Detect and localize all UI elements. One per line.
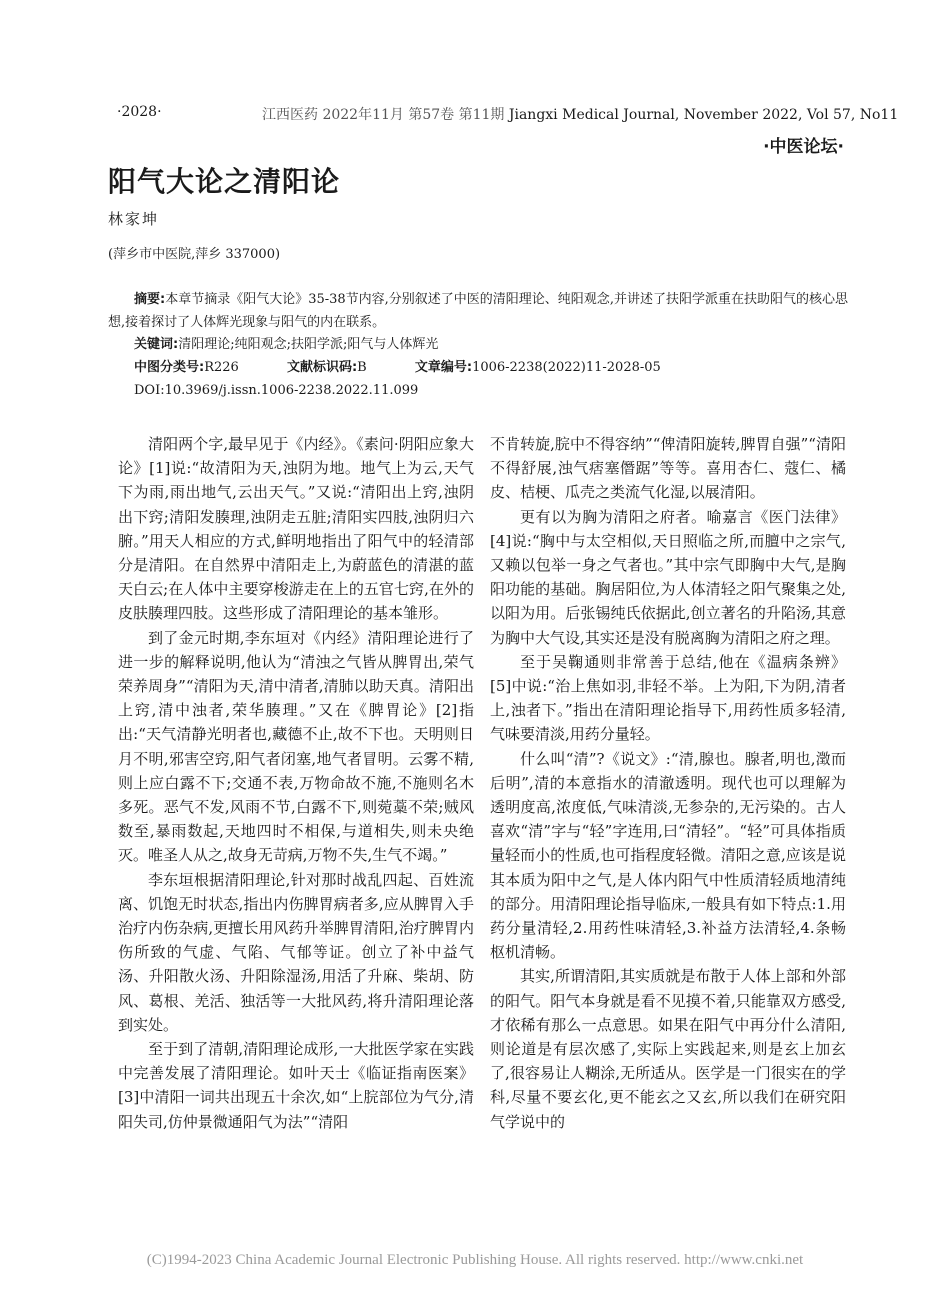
paragraph: 什么叫“清”?《说文》:“清,腺也。腺者,明也,澂而后明”,清的本意指水的清澈透明。现代也可以理解为透明度高,浓度低,气味清淡,无参杂的,无污染的。古人喜欢“清”字与“轻”字连用,曰“清轻”。“轻”可具体指质量轻而小的性质,也可指程度轻微。清阳之意,应该是说其本质为阳中之气,是人体内阳气中性质清轻质地清纯的部分。用清阳理论指导临床,一般具有如下特点:1.用药分量清轻,2.用药性味清轻,3.补益方法清轻,4.条畅枢机清畅。 [490,749,846,962]
paragraph: 至于吴鞠通则非常善于总结,他在《温病条辨》[5]中说:“治上焦如羽,非轻不举。上为阳,下为阴,清者上,浊者下。”指出在清阳理论指导下,用药性质多轻清,气味要清淡,用药分量轻。 [490,652,846,744]
journal-header-en: Jiangxi Medical Journal, November 2022, Vol 57, No11 [508,107,899,123]
keywords-label: 关键词: [134,337,179,352]
copyright-footer: (C)1994-2023 China Academic Journal Electronic Publishing House. All rights reserved. http://www.cnki.net [146,1252,804,1268]
journal-header [262,104,899,124]
clc-label: 中图分类号: [134,360,205,375]
paragraph: 到了金元时期,李东垣对《内经》清阳理论进行了进一步的解释说明,他认为“清浊之气皆从脾胃出,荣气荣养周身”“清阳为天,清中清者,清肺以助天真。清阳出上窍,清中浊者,荣华腠理。”又在《脾胃论》[2]指出:“天气清静光明者也,藏德不止,故不下也。天明则日月不明,邪害空窍,阳气者闭塞,地气者冒明。云雾不精,则上应白露不下;交通不表,万物命故不施,不施则名木多死。恶气不发,风雨不节,白露不下,则菀藁不荣;贼风数至,暴雨数起,天地四时不相保,与道相失,则未央绝灭。唯圣人从之,故身无苛病,万物不失,生气不竭。” [118,628,474,865]
journal-header-cn: 江西医药 2022年11月 第57卷 第11期 [262,107,509,123]
paragraph: 至于到了清朝,清阳理论成形,一大批医学家在实践中完善发展了清阳理论。如叶天士《临证指南医案》[3]中清阳一词共出现五十余次,如“上脘部位为气分,清阳失司,仿仲景微通阳气为法”“清阳 [118,1040,474,1131]
keywords [108,333,874,356]
author-affiliation: (萍乡市中医院,萍乡 337000) [108,247,281,262]
doi: DOI:10.3969/j.issn.1006-2238.2022.11.099 [134,383,419,398]
page-number: ·2028· [117,104,162,120]
paragraph: 不肯转旋,脘中不得容纳”“俾清阳旋转,脾胃自强”“清阳不得舒展,浊气痞塞僭踞”等等。喜用杏仁、蔻仁、橘皮、桔梗、瓜壳之类流气化湿,以展清阳。 [490,435,846,502]
article-number-label: 文章编号: [414,360,473,375]
body-column-left [118,432,474,1134]
article-title: 阳气大论之清阳论 [108,165,341,198]
abstract [108,288,848,334]
body-column-right [490,432,846,1134]
keywords-text: 清阳理论;纯阳观念;扶阳学派;阳气与人体辉光 [178,337,439,352]
paragraph: 其实,所谓清阳,其实质就是布散于人体上部和外部的阳气。阳气本身就是看不见摸不着,只能靠双方感受,才依稀有那么一点意思。如果在阳气中再分什么清阳,则论道是有层次感了,实际上实践起来,则是玄上加玄了,很容易让人糊涂,无所适从。医学是一门很实在的学科,尽量不要玄化,更不能玄之又玄,所以我们在研究阳气学说中的 [490,967,846,1131]
article-number-value: 1006-2238(2022)11-2028-05 [472,360,661,375]
paragraph: 李东垣根据清阳理论,针对那时战乱四起、百姓流离、饥饱无时状态,指出内伤脾胃病者多,应从脾胃入手治疗内伤杂病,更擅长用风药升举脾胃清阳,治疗脾胃内伤所致的气虚、气陷、气郁等证。创立了补中益气汤、升阳散火汤、升阳除湿汤,用活了升麻、柴胡、防风、葛根、羌活、独活等一大批风药,将升清阳理论落到实处。 [118,870,474,1034]
abstract-label: 摘要: [134,292,166,307]
clc-value: R226 [204,360,239,375]
paragraph: 清阳两个字,最早见于《内经》。《素问·阴阳应象大论》[1]说:“故清阳为天,浊阴为地。地气上为云,天气下为雨,雨出地气,云出天气。”又说:“清阳出上窍,浊阴出下窍;清阳发腠理,浊阴走五脏;清阳实四肢,浊阴归六腑。”用天人相应的方式,鲜明地指出了阳气中的轻清部分是清阳。在自然界中清阳走上,为蔚蓝色的清湛的蓝天白云;在人体中主要穿梭游走在上的五官七窍,在外的皮肤腠理四肢。这些形成了清阳理论的基本雏形。 [118,435,474,623]
author-name: 林家坤 [108,210,160,228]
classification-codes [108,356,874,379]
section-label: ·中医论坛· [763,137,844,157]
abstract-text: 本章节摘录《阳气大论》35-38节内容,分别叙述了中医的清阳理论、纯阳观念,并讲述了扶阳学派重在扶助阳气的核心思想,接着探讨了人体辉光现象与阳气的内在联系。 [108,292,848,330]
doc-code-value: B [357,360,367,375]
doc-code-label: 文献标识码: [286,360,358,375]
paragraph: 更有以为胸为清阳之府者。喻嘉言《医门法律》[4]说:“胸中与太空相似,天日照临之所,而膻中之宗气,又赖以包举一身之气者也。”其中宗气即胸中大气,是胸阳功能的基础。胸居阳位,为人体清轻之阳气聚集之处,以阳为用。后张锡纯氏依据此,创立著名的升陷汤,其意为胸中大气设,其实还是没有脱离胸为清阳之府之理。 [490,507,846,647]
